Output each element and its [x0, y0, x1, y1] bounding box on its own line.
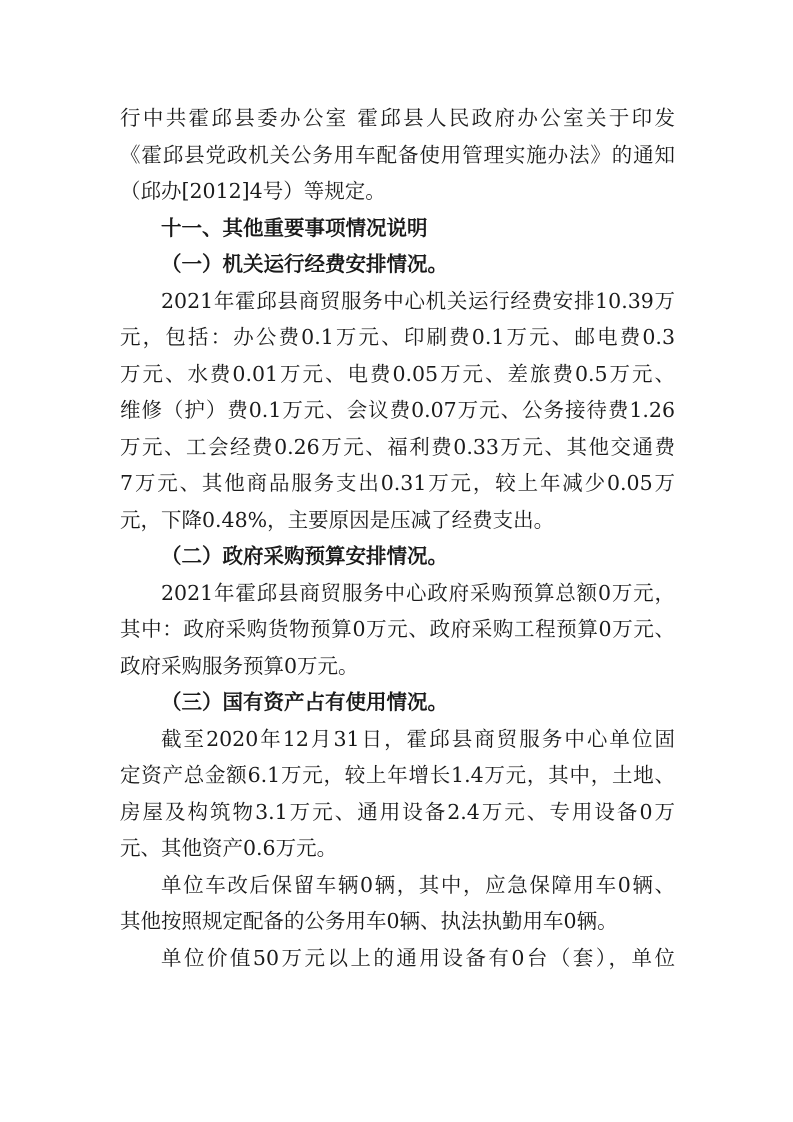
document-page — [120, 100, 675, 976]
subsection-heading: （二）政府采购预算安排情况。 — [161, 544, 448, 568]
text-line: （邱办[2012]4号）等规定。 — [120, 179, 386, 203]
text-line: 政府采购服务预算0万元。 — [120, 653, 359, 678]
text-line: 《霍邱县党政机关公务用车配备使用管理实施办法》的通知 — [120, 142, 675, 167]
text-line: 其中：政府采购货物预算0万元、政府采购工程预算0万元、 — [120, 617, 675, 641]
subsection-heading: （三）国有资产占有使用情况。 — [161, 690, 448, 714]
text-line: 其他按照规定配备的公务用车0辆、执法执勤用车0辆。 — [120, 909, 618, 933]
text-line: 单位车改后保留车辆0辆，其中，应急保障用车0辆、 — [161, 872, 675, 897]
section-heading: 十一、其他重要事项情况说明 — [161, 215, 428, 240]
text-line: 元，包括：办公费0.1万元、印刷费0.1万元、邮电费0.3 — [120, 325, 675, 349]
subsection-heading: （一）机关运行经费安排情况。 — [161, 252, 448, 276]
paragraph — [120, 867, 675, 940]
text-line: 2021年霍邱县商贸服务中心机关运行经费安排10.39万 — [161, 288, 675, 313]
text-line: 2021年霍邱县商贸服务中心政府采购预算总额0万元， — [161, 580, 675, 605]
text-line: 定资产总金额6.1万元，较上年增长1.4万元，其中，土地、 — [120, 763, 675, 787]
text-line: 万元、水费0.01万元、电费0.05万元、差旅费0.5万元、 — [120, 361, 675, 386]
paragraph — [120, 100, 675, 210]
text-line: 元、其他资产0.6万元。 — [120, 836, 338, 860]
text-line: 房屋及构筑物3.1万元、通用设备2.4万元、专用设备0万 — [120, 799, 675, 824]
text-line: 万元、工会经费0.26万元、福利费0.33万元、其他交通费 — [120, 434, 675, 459]
paragraph — [120, 283, 675, 539]
text-line: 维修（护）费0.1万元、会议费0.07万元、公务接待费1.26 — [120, 398, 675, 422]
text-line: 单位价值50万元以上的通用设备有0台（套），单位 — [161, 945, 675, 970]
paragraph — [120, 575, 675, 685]
paragraph — [120, 940, 675, 977]
text-line: 截至2020年12月31日，霍邱县商贸服务中心单位固 — [161, 726, 675, 751]
text-line: 7万元、其他商品服务支出0.31万元，较上年减少0.05万 — [120, 471, 675, 495]
text-line: 行中共霍邱县委办公室 霍邱县人民政府办公室关于印发 — [120, 106, 675, 130]
text-line: 元，下降0.48%，主要原因是压减了经费支出。 — [120, 507, 555, 532]
paragraph — [120, 721, 675, 867]
